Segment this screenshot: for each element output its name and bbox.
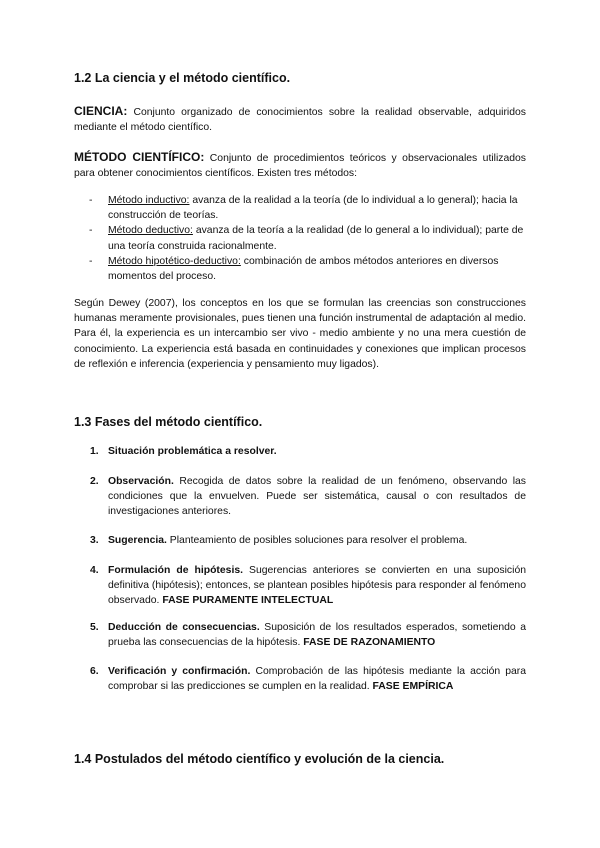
phase-item-6 [90,664,526,694]
phase-item-5 [90,620,526,650]
method-name: Método deductivo: [108,225,193,237]
phase-content [108,474,526,520]
phase-tag: FASE DE RAZONAMIENTO [303,637,436,649]
phase-content [108,664,526,694]
phase-number: 5. [90,622,99,633]
dash-bullet: - [89,255,93,267]
phase-title: Verificación y confirmación. [108,666,251,677]
phase-tag: FASE EMPÍRICA [372,681,454,693]
phase-item-3 [90,533,526,548]
ciencia-term: CIENCIA: [74,104,128,118]
phase-content [108,533,526,548]
phase-title: Deducción de consecuencias. [108,622,260,633]
phase-number: 3. [90,535,99,546]
methods-list [88,193,526,284]
phase-title: Observación. [108,476,174,487]
ciencia-definition [74,104,526,135]
section-heading-1-3: 1.3 Fases del método científico. [74,415,263,429]
phase-number: 1. [90,446,99,457]
phase-text: Sugerencias anteriores se convierten en una suposición definitiva (hipótesis); entonces, se plantean posibles hipótesis para responder al fenómeno observado. [108,565,526,607]
phase-item-4 [90,563,526,609]
phase-number: 4. [90,565,99,576]
phase-title: Formulación de hipótesis. [108,565,244,576]
phase-content [108,563,526,609]
dewey-paragraph: Según Dewey (2007), los conceptos en los que se formulan las creencias son construcciones humanas meramente provisionales, pues tienen una función instrumental de adaptación al medio. Para él, la experiencia es un intercambio ser vivo - medio ambiente y no una mera cuestión de conocimiento. La experiencia está basada en continuidades y conexiones que implican procesos de reflexión e inferencia (experiencia y pensamiento muy ligados). [74,298,526,370]
method-text: combinación de ambos métodos anteriores en diversos momentos del proceso. [108,255,499,283]
method-text: avanza de la teoría a la realidad (de lo general a lo individual); parte de una teoría construida racionalmente. [108,225,524,252]
dash-bullet: - [89,225,93,237]
phase-text: Recogida de datos sobre la realidad de un fenómeno, observando las condiciones que la envuelven. Puede ser sistemática, causal o con resultados de investigaciones anteriores. [108,476,526,518]
phase-number: 2. [90,476,99,487]
method-name: Método hipotético-deductivo: [108,255,241,267]
phase-text: Planteamiento de posibles soluciones para resolver el problema. [169,535,468,546]
phase-tag: FASE PURAMENTE INTELECTUAL [162,595,334,607]
list-item [88,223,526,253]
metodo-term: MÉTODO CIENTÍFICO: [74,150,205,164]
method-text: avanza de la realidad a la teoría (de lo individual a lo general); hacia la construcción de teorías. [108,195,518,222]
phase-number: 6. [90,666,99,677]
section-heading-1-2: 1.2 La ciencia y el método científico. [74,71,291,85]
metodo-text: Conjunto de procedimientos teóricos y observacionales utilizados para obtener conocimientos científicos. Existen tres métodos: [74,153,527,180]
phase-content [108,620,526,650]
phase-text: Comprobación de las hipótesis mediante la acción para comprobar si las predicciones se cumplen en la realidad. [108,666,527,693]
list-item [88,254,526,284]
section-heading-1-4: 1.4 Postulados del método científico y evolución de la ciencia. [74,752,445,766]
method-name: Método inductivo: [108,195,190,206]
list-item [88,193,526,223]
phase-item-1 [90,444,526,459]
phase-title: Situación problemática a resolver. [108,446,277,457]
phase-title: Sugerencia. [108,535,167,546]
ciencia-text: Conjunto organizado de conocimientos sobre la realidad observable, adquiridos mediante el método científico. [74,107,526,134]
phase-text: Suposición de los resultados esperados, sometiendo a prueba las consecuencias de la hipótesis. [108,622,527,649]
phase-content [108,444,526,459]
phase-item-2 [90,474,526,520]
dash-bullet: - [89,195,93,206]
metodo-definition [74,150,526,181]
